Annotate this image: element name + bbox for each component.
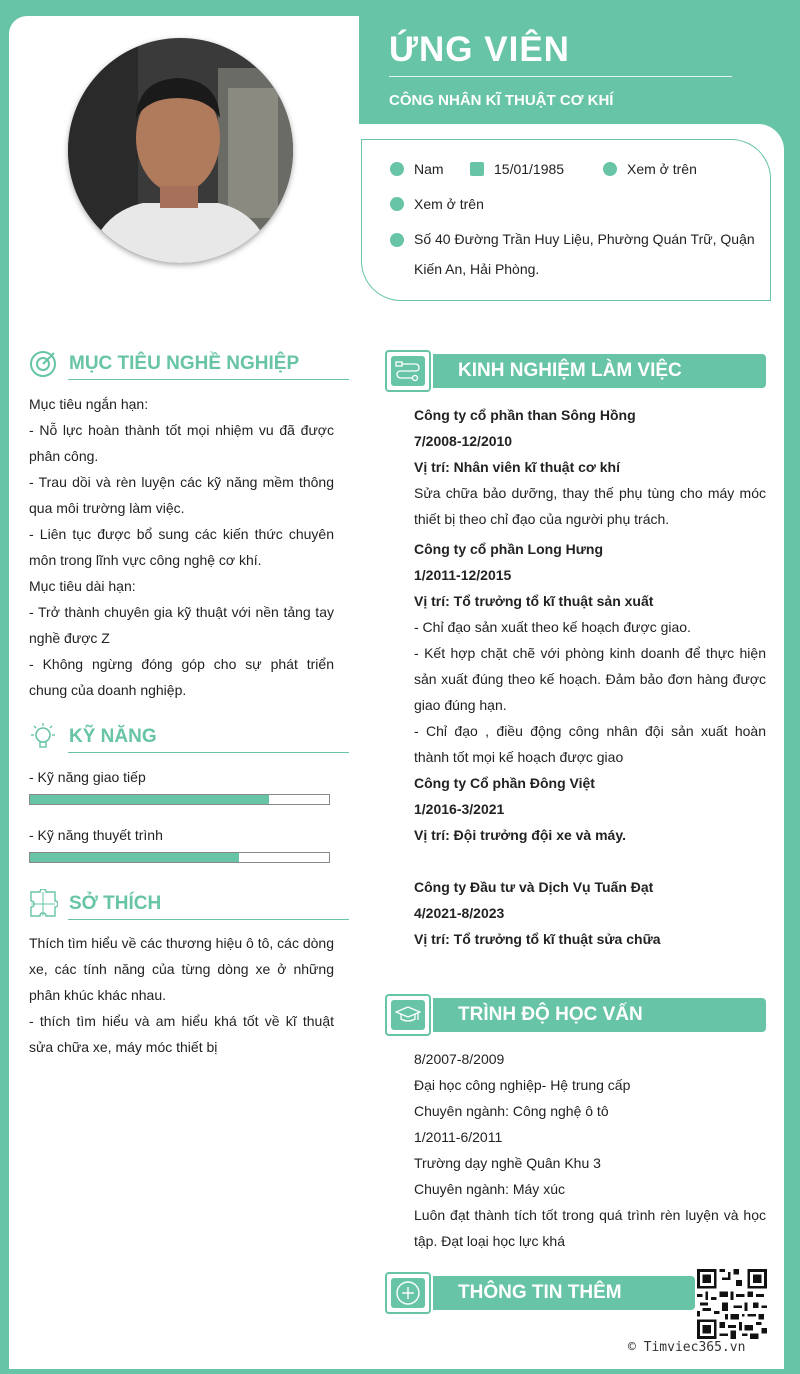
job-detail: Sửa chữa bảo dưỡng, thay thế phụ tùng cho máy móc thiết bị theo chỉ đạo của người phụ trách.	[414, 485, 766, 527]
extra-icon-box	[385, 1272, 431, 1314]
objective-underline	[68, 379, 349, 380]
skill-bar-fill	[30, 795, 269, 804]
objective-line: - Liên tục được bổ sung các kiến thức chuyên môn trong lĩnh vực công nghệ cơ khí.	[29, 526, 334, 568]
address-line-2: Kiến An, Hải Phòng.	[414, 261, 540, 277]
contact-gender	[390, 161, 444, 177]
job-title: CÔNG NHÂN KĨ THUẬT CƠ KHÍ	[389, 92, 614, 109]
calendar-icon	[470, 162, 484, 176]
education-icon-box	[385, 994, 431, 1036]
bottom-strip	[9, 1355, 359, 1369]
education-title: TRÌNH ĐỘ HỌC VẤN	[433, 998, 766, 1032]
hobbies-underline	[68, 919, 349, 920]
job-period: 1/2011-12/2015	[414, 567, 512, 583]
lightbulb-icon	[28, 722, 58, 752]
education-line: 1/2011-6/2011	[414, 1129, 503, 1145]
education-body	[414, 1046, 766, 1254]
route-icon	[395, 360, 421, 382]
puzzle-icon	[28, 889, 58, 919]
address-line-1: Số 40 Đường Trần Huy Liệu, Phường Quán Trữ, Quận	[414, 231, 755, 247]
objective-line: - Nỗ lực hoàn thành tốt mọi nhiệm vu đã được phân công.	[29, 422, 334, 464]
job-item	[414, 536, 766, 770]
objective-body	[29, 391, 334, 703]
qr-code	[696, 1269, 768, 1339]
education-line: Chuyên ngành: Công nghệ ô tô	[414, 1103, 609, 1119]
job-company: Công ty Đầu tư và Dịch Vụ Tuấn Đạt	[414, 879, 654, 895]
job-position: Vị trí: Tổ trưởng tổ kĩ thuật sản xuất	[414, 593, 654, 609]
contact-address	[390, 231, 755, 284]
candidate-name: ỨNG VIÊN	[389, 30, 570, 69]
objective-title: MỤC TIÊU NGHỀ NGHIỆP	[69, 353, 300, 374]
target-icon	[28, 349, 58, 379]
home-icon	[390, 233, 404, 247]
contact-phone	[603, 161, 697, 177]
hobbies-body	[29, 930, 334, 1060]
job-period: 4/2021-8/2023	[414, 905, 505, 921]
footer-brand: © Timviec365.vn	[628, 1340, 746, 1355]
graduation-cap-icon	[395, 1004, 421, 1026]
job-position: Vị trí: Đội trưởng đội xe và máy.	[414, 827, 626, 843]
envelope-icon	[390, 197, 404, 211]
skill-label: - Kỹ năng thuyết trình	[29, 827, 163, 843]
skill-bar	[29, 794, 330, 805]
skill-label: - Kỹ năng giao tiếp	[29, 769, 146, 785]
objective-line: - Trở thành chuyên gia kỹ thuật với nền tảng tay nghề được Z	[29, 604, 334, 646]
skills-underline	[68, 752, 349, 753]
job-position: Vị trí: Nhân viên kĩ thuật cơ khí	[414, 459, 620, 475]
education-line: Trường dạy nghề Quân Khu 3	[414, 1155, 601, 1171]
job-position: Vị trí: Tổ trưởng tổ kĩ thuật sửa chữa	[414, 931, 661, 947]
job-item	[414, 402, 766, 532]
job-item	[414, 770, 766, 848]
job-detail: - Chỉ đạo , điều động công nhân đội sản xuất hoàn thành tốt mọi kế hoạch được giao	[414, 723, 766, 765]
objective-line: - Không ngừng đóng góp cho sự phát triển chung của doanh nghiệp.	[29, 656, 334, 698]
job-period: 1/2016-3/2021	[414, 801, 505, 817]
job-company: Công ty Cổ phần Đông Việt	[414, 775, 595, 791]
extra-title: THÔNG TIN THÊM	[433, 1276, 695, 1310]
hobby-line: Thích tìm hiểu về các thương hiệu ô tô, các dòng xe, các tính năng của từng dòng xe ở những phân khúc khác nhau.	[29, 935, 334, 1003]
education-line: 8/2007-8/2009	[414, 1051, 505, 1067]
avatar	[68, 38, 293, 263]
experience-list	[414, 402, 766, 952]
job-detail: - Kết hợp chặt chẽ với phòng kinh doanh để thực hiện sản xuất đúng theo kế hoạch. Đảm bảo đơn hàng được giao đúng hạn.	[414, 645, 766, 713]
objective-line: Mục tiêu dài hạn:	[29, 578, 136, 594]
job-item	[414, 874, 766, 952]
objective-line: Mục tiêu ngắn hạn:	[29, 396, 149, 412]
contact-birthdate	[470, 161, 564, 177]
phone-icon	[603, 162, 617, 176]
education-line: Luôn đạt thành tích tốt trong quá trình rèn luyện và học tập. Đạt loại học lực khá	[414, 1207, 766, 1249]
user-icon	[390, 162, 404, 176]
hobby-line: - thích tìm hiểu và am hiểu khá tốt về kĩ thuật sửa chữa xe, máy móc thiết bị	[29, 1013, 334, 1055]
education-line: Đại học công nghiệp- Hệ trung cấp	[414, 1077, 631, 1093]
job-company: Công ty cổ phần than Sông Hồng	[414, 407, 636, 423]
skill-bar-fill	[30, 853, 239, 862]
job-company: Công ty cổ phần Long Hưng	[414, 541, 603, 557]
skills-title: KỸ NĂNG	[69, 726, 157, 747]
email-value: Xem ở trên	[414, 196, 484, 212]
experience-icon-box	[385, 350, 431, 392]
job-period: 7/2008-12/2010	[414, 433, 513, 449]
hobbies-title: SỞ THÍCH	[69, 893, 162, 914]
gender-value: Nam	[414, 161, 444, 177]
phone-value: Xem ở trên	[627, 161, 697, 177]
objective-line: - Trau dồi và rèn luyện các kỹ năng mềm thông qua môi trường làm việc.	[29, 474, 334, 516]
skill-bar	[29, 852, 330, 863]
contact-email	[390, 196, 484, 212]
birthdate-value: 15/01/1985	[494, 161, 565, 177]
experience-title: KINH NGHIỆM LÀM VIỆC	[433, 354, 766, 388]
plus-circle-icon	[395, 1280, 421, 1306]
name-divider	[389, 76, 732, 77]
job-detail: - Chỉ đạo sản xuất theo kế hoạch được giao.	[414, 619, 691, 635]
education-line: Chuyên ngành: Máy xúc	[414, 1181, 565, 1197]
